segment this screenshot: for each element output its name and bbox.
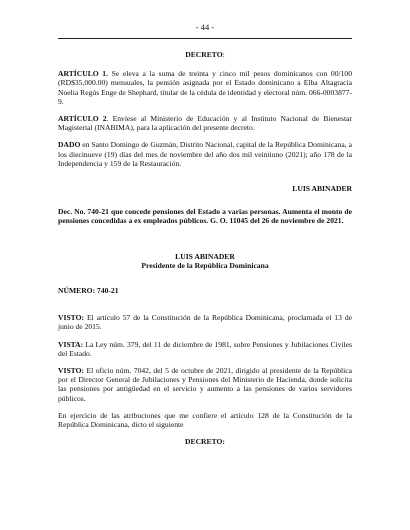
- visto-1: [58, 313, 352, 331]
- dado-label: DADO: [58, 140, 81, 150]
- header-rule: [58, 38, 352, 39]
- visto-2-text: El oficio núm. 7042, del 5 de octubre de 2021, dirigido al presidente de la República por el Director General de Jubilaciones y Pensiones del Ministerio de Hacienda, donde solicita las pensiones por antigüedad en el servicio y aumento a las pensiones de varios servidores públicos.: [58, 366, 352, 403]
- visto-2: [58, 366, 352, 403]
- ejercicio-paragraph: En ejercicio de las atribuciones que me confiere el artículo 128 de la Constitución de la República Dominicana, dicto el siguiente: [58, 410, 352, 430]
- gazette-note: Dec. No. 740-21 que concede pensiones del Estado a varias personas. Aumenta el monto de pensiones concedidas a ex empleados públicos. G. O. 11045 del 26 de noviembre de 2021.: [58, 207, 352, 226]
- vista-text: La Ley núm. 379, del 11 de diciembre de 1981, sobre Pensiones y Jubilaciones Civiles del Estado.: [58, 339, 352, 358]
- dado-text: en Santo Domingo de Guzmán, Distrito Nacional, capital de la República Dominicana, a los diecinueve (19) días del mes de noviembre del año dos mil veintiuno (2021); año 178 de la Independencia y 159 de la Restauración.: [58, 140, 352, 168]
- visto-1-text: El artículo 57 de la Constitución de la República Dominicana, proclamada el 13 de junio de 2015.: [58, 313, 352, 332]
- article-1: [58, 69, 352, 106]
- page-number: - 44 -: [195, 22, 215, 32]
- president-title: Presidente de la República Dominicana: [141, 260, 269, 270]
- article-1-text: Se eleva a la suma de treinta y cinco mil pesos dominicanos con 00/100 (RD$35,000.00) mensuales, la pensión asignada por el Estado dominicano a Elba Altagracia Noelia Regús Enge de Shephard, titular de la cédula de identidad y electoral núm. 066-0003877-9.: [58, 69, 352, 106]
- article-1-label: ARTÍCULO 1.: [58, 69, 108, 79]
- decreto-heading: DECRETO:: [185, 50, 225, 59]
- signature: LUIS ABINADER: [292, 184, 352, 194]
- vista-label: VISTA:: [58, 339, 84, 349]
- decreto-heading-2: DECRETO:: [185, 437, 225, 447]
- decree-number: NÚMERO: 740-21: [58, 286, 119, 296]
- article-2-text: . Envíese al Ministerio de Educación y al Instituto Nacional de Bienestar Magisterial (INABIMA), para la aplicación del presente decreto.: [58, 114, 352, 133]
- dado-paragraph: [58, 140, 352, 168]
- president-header: [58, 252, 352, 270]
- article-2-label: ARTÍCULO 2: [58, 114, 107, 124]
- visto-2-label: VISTO:: [58, 366, 85, 376]
- document-body: [58, 50, 352, 454]
- visto-1-label: VISTO:: [58, 313, 85, 323]
- article-2: [58, 114, 352, 132]
- president-name: LUIS ABINADER: [175, 251, 235, 261]
- vista: [58, 340, 352, 358]
